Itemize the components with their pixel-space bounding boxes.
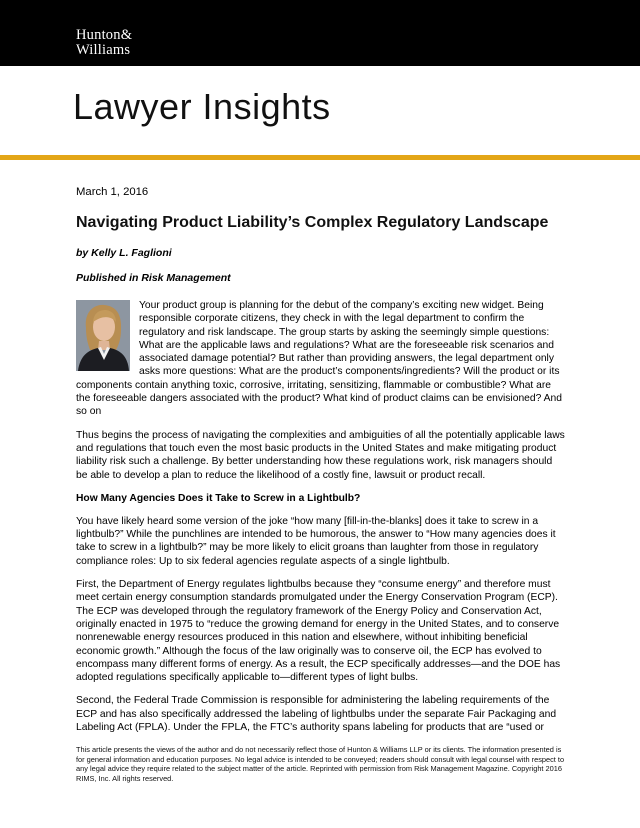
article-byline: by Kelly L. Faglioni	[76, 247, 172, 259]
paragraph-4: First, the Department of Energy regulates lightbulbs because they “consume energy” and therefore must meet certain energy consumption standards promulgated under the Energy Conservation Program (ECP). The ECP was developed through the regulatory framework of the Energy Policy and Conservation Act, originally enacted in 1975 to “reduce the growing demand for energy in the United States, and to conserve nonrenewable energy resources produced in this nation and elsewhere, without inhibiting beneficial economic growth.” Although the focus of the law originally was to conserve oil, the ECP has evolved to encompass many different forms of energy. As a result, the ECP specifically addresses—and the DOE has adopted regulations specifically applicable to—different types of light bulbs.	[76, 579, 561, 684]
article	[76, 186, 566, 734]
section-heading: How Many Agencies Does it Take to Screw in a Lightbulb?	[76, 492, 361, 504]
author-photo	[76, 300, 130, 371]
footer-disclaimer: This article presents the views of the author and do not necessarily reflect those of Hunton & Williams LLP or its clients. The information presented is for general information and education purposes. No legal advice is intended to be conveyed; readers should consult with legal counsel with respect to any legal advice they require related to the subject matter of the article. Reprinted with permission from Risk Management Magazine. Copyright 2016 RIMS, Inc. All rights reserved.	[76, 745, 565, 783]
logo-line-1: Hunton&	[76, 27, 133, 43]
article-title: Navigating Product Liability’s Complex Regulatory Landscape	[76, 214, 549, 231]
logo-line-2: Williams	[76, 42, 131, 58]
header-banner	[0, 0, 640, 66]
publication-line: Published in Risk Management	[76, 272, 231, 284]
banner-title: Lawyer Insights	[73, 86, 331, 127]
paragraph-1: Your product group is planning for the debut of the company’s exciting new widget. Being responsible corporate citizens, they check in with the legal department to confirm the regulatory and risk landscape. The group starts by asking the seemingly simple questions: What are the applicable laws and regulations? What are the foreseeable risk scenarios and associated damage potential? But rather than providing answers, the legal department only asks more questions: What are the product’s components/ingredients? Will the product or its components contain anything toxic, corrosive, irritating, sensitizing, flammable or combustible? What are the foreseeable dangers associated with the product? What kind of product claims can be envisioned? And so on	[76, 300, 562, 418]
author-portrait-image	[76, 300, 130, 371]
article-date: March 1, 2016	[76, 186, 149, 198]
accent-bar	[0, 155, 640, 160]
paragraph-3: You have likely heard some version of the joke “how many [fill-in-the-blanks] does it take to screw in a lightbulb?” While the punchlines are intended to be humorous, the answer to “How many agencies does it take to screw in a lightbulb?” may be more likely to elicit groans than laughter from those in regulatory compliance roles: Up to six federal agencies regulate aspects of a single lightbulb.	[76, 515, 556, 567]
intro-block	[76, 299, 566, 419]
paragraph-5: Second, the Federal Trade Commission is responsible for administering the labeling requirements of the ECP and has also specifically addressed the labeling of lightbulbs under the separate Fair Packaging and Labeling Act (FPLA). Under the FPLA, the FTC’s authority spans labeling for products that are “used or	[76, 695, 557, 734]
firm-logo	[76, 28, 132, 58]
paragraph-2: Thus begins the process of navigating the complexities and ambiguities of all the potentially applicable laws and regulations that touch even the most basic products in the United States and make mitigating product liability risk such a challenge. By better understanding how these regulations work, risk managers should be able to develop a plan to reduce the likelihood of a costly fine, lawsuit or product recall.	[76, 429, 565, 481]
